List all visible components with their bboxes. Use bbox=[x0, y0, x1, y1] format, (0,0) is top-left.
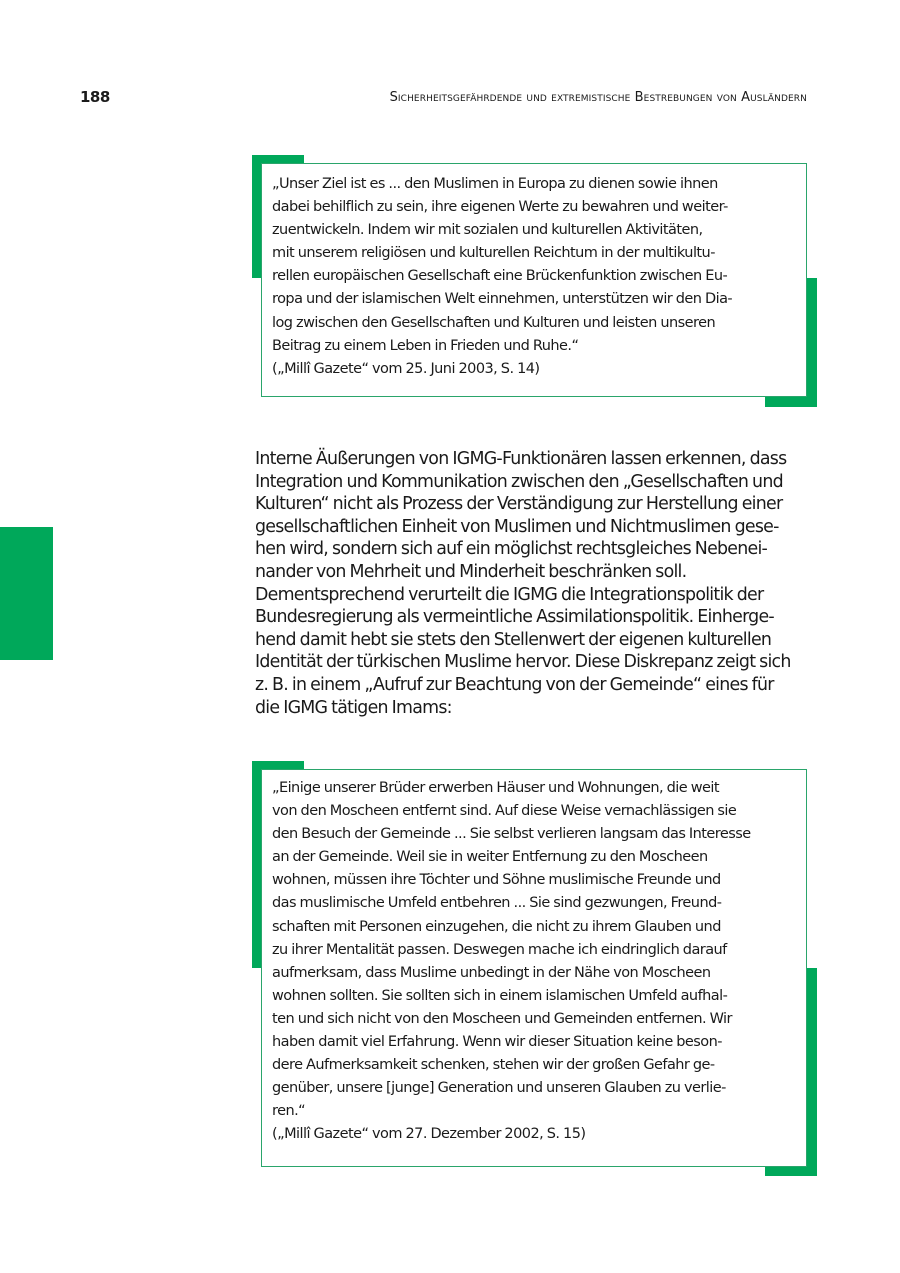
body-paragraph: Interne Äußerungen von IGMG-Funktionären lassen erkennen, dass Integration und Kommunikation zwischen den „Gesellschaften und Kulturen“ nicht als Prozess der Verständigung zur Herstellung einer gesellschaftlichen Einheit von Muslimen und Nichtmuslimen gese- hen wird, sondern sich auf ein möglichst rechtsgleiches Nebenei- nander von Mehrheit und Minderheit beschränken soll. Dementsprechend verurteilt die IGMG die Integrationspolitik der Bundesregierung als vermeintliche Assimilationspolitik. Einherge- hend damit hebt sie stets den Stellenwert der eigenen kulturellen Identität der türkischen Muslime hervor. Diese Diskrepanz zeigt sich z. B. in einem „Aufruf zur Beachtung von der Gemeinde“ eines für die IGMG tätigen Imams: bbox=[255, 449, 791, 718]
quote-2-text: „Einige unserer Brüder erwerben Häuser und Wohnungen, die weit von den Moscheen entfernt sind. Auf diese Weise vernachlässigen sie den Besuch der Gemeinde ... Sie selbst verlieren langsam das Interesse an der Gemeinde. Weil sie in weiter Entfernung zu den Moscheen wohnen, müssen ihre Töchter und Söhne muslimische Freunde und das muslimische Umfeld entbehren ... Sie sind gezwungen, Freund- schaften mit Personen einzugehen, die nicht zu ihrem Glauben und zu ihrer Mentalität passen. Deswegen mache ich eindringlich darauf aufmerksam, dass Muslime unbedingt in der Nähe von Moscheen wohnen sollten. Sie sollten sich in einem islamischen Umfeld aufhal- ten und sich nicht von den Moscheen und Gemeinden entfernen. Wir haben damit viel Erfahrung. Wenn wir dieser Situation keine beson- dere Aufmerksamkeit schenken, stehen wir der großen Gefahr ge- genüber, unsere [junge] Generation und unseren Glauben zu verlie- ren.“ bbox=[272, 780, 751, 1120]
quote-2-source: („Millî Gazete“ vom 27. Dezember 2002, S. 15) bbox=[272, 1126, 586, 1143]
page-number: 188 bbox=[80, 88, 110, 106]
chapter-side-tab bbox=[0, 527, 53, 660]
running-header: Sicherheitsgefährdende und extremistische Bestrebungen von Ausländern bbox=[389, 90, 807, 105]
quote-1-text: „Unser Ziel ist es ... den Muslimen in Europa zu dienen sowie ihnen dabei behilflich zu sein, ihre eigenen Werte zu bewahren und weiter- zuentwickeln. Indem wir mit sozialen und kulturellen Aktivitäten, mit unserem religiösen und kulturellen Reichtum in der multikultu- rellen europäischen Gesellschaft eine Brückenfunktion zwischen Eu- ropa und der islamischen Welt einnehmen, unterstützen wir den Dia- log zwischen den Gesellschaften und Kulturen und leisten unseren Beitrag zu einem Leben in Frieden und Ruhe.“ bbox=[272, 176, 733, 354]
quote-box-1 bbox=[261, 163, 807, 397]
quote-block-2 bbox=[252, 761, 817, 1176]
quote-box-2 bbox=[261, 769, 807, 1167]
quote-1-source: („Millî Gazete“ vom 25. Juni 2003, S. 14) bbox=[272, 360, 540, 377]
quote-block-1 bbox=[252, 155, 817, 407]
